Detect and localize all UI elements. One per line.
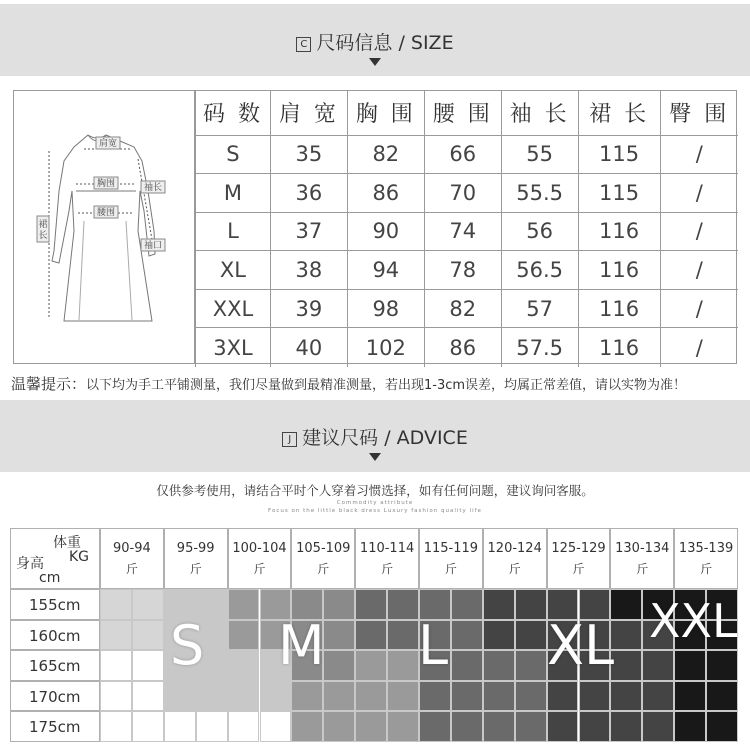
grid-cell — [196, 681, 228, 712]
grid-cell — [451, 589, 483, 620]
triangle-down-icon — [369, 453, 381, 461]
grid-cell — [674, 650, 706, 681]
weight-unit: 斤 — [636, 562, 649, 576]
weight-column-header — [483, 528, 547, 589]
grid-corner — [10, 528, 100, 589]
grid-cell — [674, 711, 706, 742]
advice-tagline: Focus on the little black dress Luxury fashion quality life — [268, 508, 482, 514]
grid-cell — [387, 650, 419, 681]
weight-unit: 斤 — [508, 562, 521, 576]
weight-range: 95-99 — [176, 541, 215, 556]
grid-cell — [100, 711, 132, 742]
grid-cell — [387, 620, 419, 651]
height-row-label: 170cm — [10, 681, 100, 712]
table-cell: 116 — [578, 212, 660, 251]
table-cell: 94 — [347, 251, 424, 290]
header-waist: 腰 围 — [424, 91, 501, 135]
table-cell: 90 — [347, 212, 424, 251]
grid-cell — [323, 589, 355, 620]
height-row-label: 175cm — [10, 711, 100, 742]
banner-divider — [0, 0, 750, 4]
grid-cell — [515, 650, 547, 681]
grid-cell — [355, 711, 387, 742]
grid-cell — [387, 589, 419, 620]
kg-label: KG — [69, 549, 90, 565]
grid-cell — [642, 681, 674, 712]
sleeve-label: 袖长 — [143, 183, 163, 193]
table-cell: 86 — [424, 328, 501, 367]
grid-cell — [132, 711, 164, 742]
size-title-icon: C — [296, 37, 311, 52]
grid-cell — [515, 589, 547, 620]
table-cell: M — [196, 174, 271, 213]
header-shoulder: 肩 宽 — [270, 91, 347, 135]
grid-cell — [387, 711, 419, 742]
weight-unit: 斤 — [700, 562, 713, 576]
weight-unit: 斤 — [381, 562, 394, 576]
table-row — [196, 135, 739, 174]
advice-subtitle: Commodity attribute — [336, 500, 414, 506]
table-cell: S — [196, 135, 271, 174]
chest-label: 胸围 — [96, 179, 116, 189]
weight-column-header — [100, 528, 164, 589]
grid-cell — [515, 620, 547, 651]
grid-cell — [100, 589, 132, 620]
grid-cell — [419, 711, 451, 742]
weight-range: 110-114 — [359, 541, 415, 556]
triangle-down-icon — [369, 58, 381, 66]
weight-unit: 斤 — [125, 562, 138, 576]
weight-range: 115-119 — [423, 541, 479, 556]
grid-cell — [706, 681, 738, 712]
size-advice-label: XXL — [649, 594, 738, 648]
table-cell: 57.5 — [501, 328, 578, 367]
weight-column-header — [674, 528, 738, 589]
weight-column-header — [228, 528, 292, 589]
table-cell: 36 — [270, 174, 347, 213]
table-cell: 116 — [578, 328, 660, 367]
table-cell: 56.5 — [501, 251, 578, 290]
grid-cell — [323, 650, 355, 681]
weight-label: 体重 — [53, 535, 81, 551]
table-row — [196, 328, 739, 367]
table-row — [196, 251, 739, 290]
grid-cell — [228, 650, 260, 681]
grid-cell — [515, 681, 547, 712]
grid-cell — [547, 711, 579, 742]
grid-cell — [132, 620, 164, 651]
grid-cell — [579, 711, 611, 742]
advice-banner — [0, 400, 750, 472]
table-cell: / — [660, 174, 738, 213]
table-cell: 56 — [501, 212, 578, 251]
table-cell: / — [660, 328, 738, 367]
table-cell: 66 — [424, 135, 501, 174]
weight-column-header — [547, 528, 611, 589]
grid-cell — [132, 681, 164, 712]
header-length: 裙 长 — [578, 91, 660, 135]
grid-cell — [451, 681, 483, 712]
table-cell: 115 — [578, 135, 660, 174]
grid-cell — [323, 681, 355, 712]
grid-cell — [483, 681, 515, 712]
grid-cell — [674, 681, 706, 712]
weight-unit: 斤 — [444, 562, 457, 576]
table-cell: 55.5 — [501, 174, 578, 213]
size-banner — [0, 0, 750, 76]
table-cell: 74 — [424, 212, 501, 251]
grid-cell — [323, 620, 355, 651]
advice-title-icon: J — [282, 432, 297, 447]
height-row-label: 165cm — [10, 650, 100, 681]
size-table — [195, 91, 738, 367]
grid-cell — [100, 681, 132, 712]
table-cell: 40 — [270, 328, 347, 367]
cm-label: cm — [39, 570, 61, 586]
height-row-label: 160cm — [10, 620, 100, 651]
weight-column-header — [610, 528, 674, 589]
grid-cell — [355, 620, 387, 651]
table-cell: 55 — [501, 135, 578, 174]
table-cell: 70 — [424, 174, 501, 213]
advice-title — [0, 423, 750, 450]
table-cell: 116 — [578, 289, 660, 328]
grid-cell — [451, 711, 483, 742]
table-cell: 115 — [578, 174, 660, 213]
weight-range: 100-104 — [232, 541, 287, 556]
grid-cell — [451, 650, 483, 681]
size-title — [0, 28, 750, 55]
grid-cell — [610, 711, 642, 742]
size-advice-grid — [10, 528, 738, 754]
dress-figure — [14, 91, 195, 363]
table-row — [196, 212, 739, 251]
grid-cell — [387, 681, 419, 712]
grid-cell — [291, 711, 323, 742]
grid-cell — [228, 589, 260, 620]
size-table-header — [196, 91, 739, 135]
grid-cell — [642, 711, 674, 742]
grid-cell — [196, 711, 228, 742]
weight-range: 105-109 — [296, 541, 351, 556]
grid-cell — [164, 711, 196, 742]
grid-cell — [610, 681, 642, 712]
dress-diagram-icon — [14, 91, 195, 363]
grid-cell — [483, 620, 515, 651]
table-cell: 82 — [347, 135, 424, 174]
measurement-tip — [11, 373, 686, 394]
weight-range: 130-134 — [615, 541, 670, 556]
table-cell: 82 — [424, 289, 501, 328]
table-row — [196, 174, 739, 213]
shoulder-label: 肩宽 — [98, 139, 118, 149]
grid-cell — [706, 711, 738, 742]
table-cell: 86 — [347, 174, 424, 213]
grid-cell — [483, 711, 515, 742]
grid-cell — [483, 589, 515, 620]
advice-note: 仅供参考使用，请结合平时个人穿着习惯选择，如有任何问题，建议询问客服。 — [156, 483, 594, 498]
table-cell: 98 — [347, 289, 424, 328]
table-cell: / — [660, 135, 738, 174]
grid-cell — [355, 650, 387, 681]
size-advice-label: S — [170, 614, 205, 677]
grid-cell — [419, 681, 451, 712]
height-label: 身高 — [16, 556, 44, 572]
length-label: 裙 — [38, 220, 48, 230]
grid-cell — [547, 681, 579, 712]
weight-unit: 斤 — [317, 562, 330, 576]
table-cell: 38 — [270, 251, 347, 290]
grid-cell — [228, 620, 260, 651]
table-cell: 39 — [270, 289, 347, 328]
grid-cell — [483, 650, 515, 681]
grid-cell — [610, 650, 642, 681]
table-cell: XL — [196, 251, 271, 290]
weight-column-header — [291, 528, 355, 589]
table-cell: / — [660, 251, 738, 290]
grid-cell — [610, 589, 642, 620]
table-row — [196, 289, 739, 328]
advice-title-text: 建议尺码 / ADVICE — [302, 427, 468, 449]
weight-unit: 斤 — [572, 562, 585, 576]
grid-cell — [451, 620, 483, 651]
table-cell: 78 — [424, 251, 501, 290]
size-chart — [13, 90, 737, 364]
size-advice-label: M — [278, 614, 325, 677]
table-cell: 37 — [270, 212, 347, 251]
grid-cell — [706, 650, 738, 681]
grid-cell — [132, 589, 164, 620]
grid-cell — [355, 681, 387, 712]
header-sleeve: 袖 长 — [501, 91, 578, 135]
table-cell: 3XL — [196, 328, 271, 367]
weight-range: 120-124 — [487, 541, 542, 556]
size-advice-label: L — [418, 614, 449, 677]
waist-label: 腰围 — [96, 208, 116, 218]
grid-cell — [642, 650, 674, 681]
grid-cell — [355, 589, 387, 620]
tip-prefix: 温馨提示： — [11, 375, 87, 393]
table-cell: L — [196, 212, 271, 251]
grid-cell — [260, 711, 292, 742]
grid-cell — [291, 681, 323, 712]
table-cell: 57 — [501, 289, 578, 328]
grid-cell — [515, 711, 547, 742]
table-cell: 102 — [347, 328, 424, 367]
height-row-label: 155cm — [10, 589, 100, 620]
grid-cell — [164, 681, 196, 712]
weight-column-header — [419, 528, 483, 589]
grid-cell — [610, 620, 642, 651]
weight-unit: 斤 — [189, 562, 202, 576]
header-chest: 胸 围 — [347, 91, 424, 135]
svg-text:长: 长 — [38, 231, 48, 241]
grid-cell — [228, 681, 260, 712]
weight-range: 90-94 — [113, 541, 151, 556]
cuff-label: 袖口 — [143, 241, 163, 251]
table-cell: / — [660, 212, 738, 251]
table-cell: 116 — [578, 251, 660, 290]
grid-cell — [228, 711, 260, 742]
grid-cell — [100, 620, 132, 651]
grid-cell — [323, 711, 355, 742]
weight-unit: 斤 — [253, 562, 266, 576]
tip-text: 以下均为手工平铺测量，我们尽量做到最精准测量，若出现1-3cm误差，均属正常差值，请以实物为准！ — [86, 378, 687, 393]
weight-column-header — [164, 528, 228, 589]
grid-cell — [260, 681, 292, 712]
table-cell: / — [660, 289, 738, 328]
size-advice-label: XL — [547, 614, 615, 677]
weight-range: 125-129 — [551, 541, 606, 556]
header-hip: 臀 围 — [660, 91, 738, 135]
table-cell: 35 — [270, 135, 347, 174]
table-cell: XXL — [196, 289, 271, 328]
size-title-text: 尺码信息 / SIZE — [316, 32, 454, 54]
grid-cell — [100, 650, 132, 681]
weight-range: 135-139 — [678, 541, 734, 556]
grid-cell — [579, 681, 611, 712]
header-size: 码 数 — [196, 91, 271, 135]
grid-cell — [132, 650, 164, 681]
weight-column-header — [355, 528, 419, 589]
